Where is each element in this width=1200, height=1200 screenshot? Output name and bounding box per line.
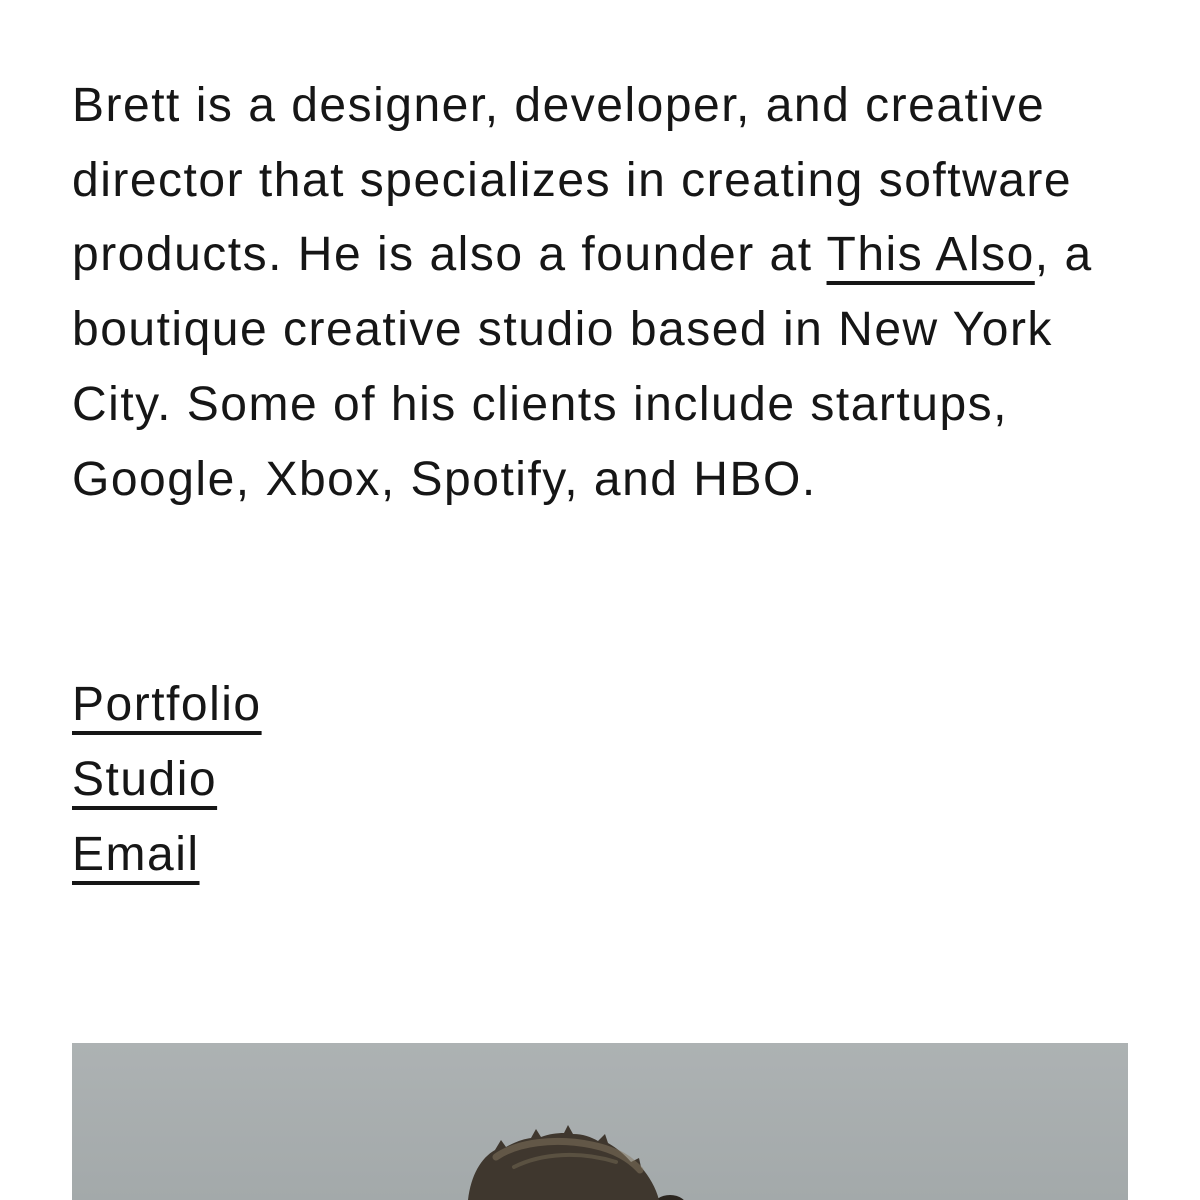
bio-line: director that specializes in creating software bbox=[72, 153, 1073, 207]
bio-line: Brett is a designer, developer, and creative bbox=[72, 79, 1046, 132]
email-link[interactable]: Email bbox=[72, 827, 200, 881]
portrait-photo-graphic bbox=[72, 1043, 1128, 1200]
bio-line: boutique creative studio based in New York bbox=[72, 303, 1053, 357]
bio-line: City. Some of his clients include startups, bbox=[72, 377, 1008, 431]
this-also-link[interactable]: This Also bbox=[826, 228, 1035, 282]
bio-line: Google, Xbox, Spotify, and HBO. bbox=[72, 452, 817, 506]
bio-text: products. He is also a founder at bbox=[72, 228, 827, 282]
studio-link[interactable]: Studio bbox=[72, 752, 218, 806]
portfolio-link[interactable]: Portfolio bbox=[72, 678, 262, 732]
bio-line bbox=[72, 218, 1128, 293]
portrait-photo bbox=[72, 1043, 1128, 1200]
footer-links bbox=[72, 668, 1128, 892]
bio-section bbox=[72, 69, 1128, 517]
bio-text: , a bbox=[1034, 228, 1093, 282]
